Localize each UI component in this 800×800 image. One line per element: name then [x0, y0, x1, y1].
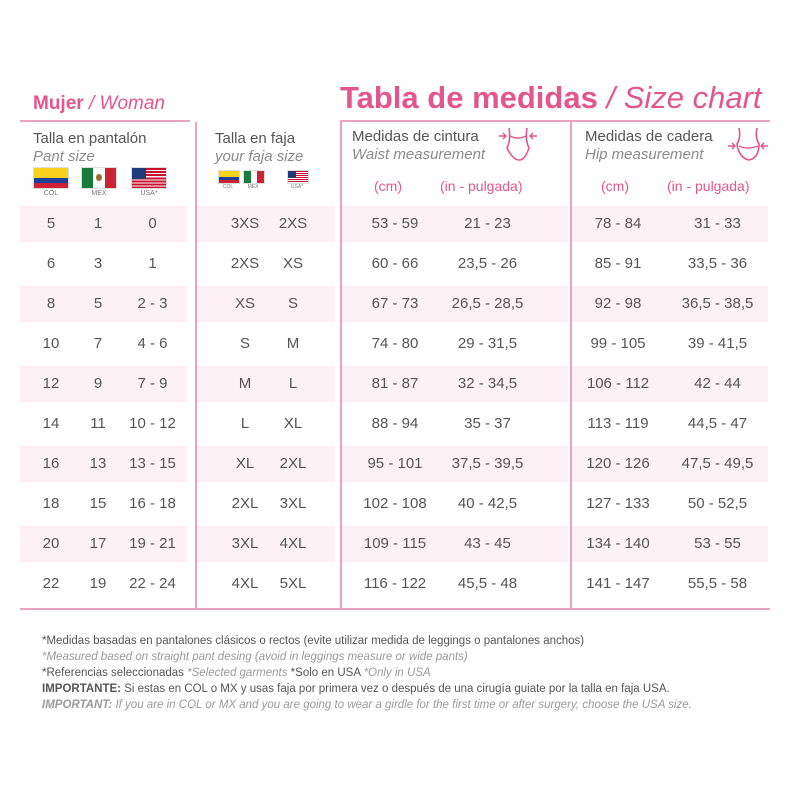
cell-mex: 19 — [89, 575, 107, 592]
title-en: / Size chart — [606, 80, 762, 115]
faja-size-en: your faja size — [215, 148, 304, 165]
important-note-en — [42, 697, 772, 713]
cell-faja-b: 3XL — [279, 495, 307, 512]
note-1: *Medidas basadas en pantalones clásicos o rectos (evite utilizar medida de leggings o pantalones anchos) — [42, 635, 585, 647]
hip-unit-cm: (cm) — [601, 178, 629, 194]
cell-w-in: 45,5 - 48 — [457, 575, 518, 592]
mex-flag-label: MEX — [247, 184, 259, 190]
cell-col: 16 — [42, 455, 60, 472]
cell-h-in: 44,5 - 47 — [687, 415, 748, 432]
cell-w-in: 35 - 37 — [464, 415, 511, 432]
waist-en: Waist measurement — [352, 146, 486, 163]
hip-icon — [727, 124, 769, 164]
cell-mex: 9 — [93, 375, 103, 392]
cell-usa: 4 - 6 — [137, 335, 168, 352]
cell-h-cm: 113 - 119 — [587, 415, 649, 432]
cell-col: 10 — [42, 335, 60, 352]
cell-h-in: 42 - 44 — [694, 375, 741, 392]
waist-unit-cm: (cm) — [374, 178, 402, 194]
page-title — [340, 80, 762, 116]
cell-col: 5 — [46, 215, 56, 232]
important-note — [42, 681, 772, 697]
cell-h-in: 53 - 55 — [694, 535, 741, 552]
cell-usa: 2 - 3 — [137, 295, 168, 312]
cell-h-in: 55,5 - 58 — [687, 575, 748, 592]
cell-faja-b: M — [286, 335, 300, 352]
cell-col: 12 — [42, 375, 60, 392]
cell-h-cm: 127 - 133 — [586, 495, 650, 512]
important-text: Si estas en COL o MX y usas faja por primera vez o después de una cirugía guiate por la talla en faja USA. — [121, 683, 670, 695]
pant-size-es: Talla en pantalón — [33, 130, 147, 147]
hip-header — [585, 128, 713, 164]
cell-w-cm: 60 - 66 — [371, 255, 419, 272]
row-band — [197, 286, 335, 322]
cell-faja-b: 2XS — [278, 215, 308, 232]
cell-col: 20 — [42, 535, 60, 552]
cell-faja-a: S — [239, 335, 250, 352]
cell-h-in: 50 - 52,5 — [687, 495, 748, 512]
note-2a: *Referencias seleccionadas — [42, 667, 188, 679]
cell-w-cm: 109 - 115 — [363, 535, 427, 552]
cell-faja-a: L — [240, 415, 250, 432]
cell-faja-a: 2XL — [231, 495, 259, 512]
table-row — [20, 406, 768, 442]
hip-unit-in: (in - pulgada) — [667, 178, 750, 194]
cell-mex: 13 — [89, 455, 107, 472]
cell-faja-a: M — [238, 375, 252, 392]
cell-h-cm: 141 - 147 — [586, 575, 650, 592]
cell-w-in: 37,5 - 39,5 — [451, 455, 524, 472]
cell-mex: 5 — [93, 295, 103, 312]
cell-h-in: 39 - 41,5 — [687, 335, 748, 352]
cell-col: 14 — [42, 415, 60, 432]
table-row — [20, 246, 768, 282]
hip-es: Medidas de cadera — [585, 128, 713, 145]
cell-h-cm: 92 - 98 — [594, 295, 642, 312]
divider — [20, 608, 770, 610]
cell-h-cm: 106 - 112 — [586, 375, 650, 392]
cell-faja-b: 2XL — [279, 455, 307, 472]
usa-flag-icon — [287, 170, 309, 184]
mujer-label: Mujer — [33, 93, 84, 114]
note-1-en: *Measured based on straight pant desing (avoid in leggings measure or wide pants) — [42, 651, 468, 663]
footnotes — [42, 633, 772, 713]
table-row — [20, 366, 768, 402]
row-band — [197, 526, 335, 562]
cell-faja-a: XS — [234, 295, 255, 312]
table-row — [20, 486, 768, 522]
divider — [20, 120, 190, 122]
cell-faja-a: 2XS — [230, 255, 260, 272]
cell-faja-a: 3XS — [230, 215, 260, 232]
cell-usa: 1 — [148, 255, 157, 272]
table-row — [20, 526, 768, 562]
colombia-flag-icon — [218, 170, 240, 184]
cell-mex: 17 — [89, 535, 107, 552]
important-label: IMPORTANTE: — [42, 683, 122, 695]
mex-flag-label: MEX — [91, 190, 107, 197]
pant-size-en: Pant size — [33, 148, 95, 165]
col-flag-label: COL — [222, 184, 234, 190]
cell-w-cm: 102 - 108 — [363, 495, 427, 512]
cell-w-in: 23,5 - 26 — [457, 255, 518, 272]
col-flag-label: COL — [43, 190, 59, 197]
mexico-flag-icon — [81, 167, 117, 189]
table-row — [20, 206, 768, 242]
cell-mex: 3 — [93, 255, 103, 272]
cell-col: 8 — [46, 295, 56, 312]
cell-w-in: 21 - 23 — [464, 215, 511, 232]
cell-usa: 13 - 15 — [129, 455, 176, 472]
cell-h-in: 36,5 - 38,5 — [681, 295, 754, 312]
table-row — [20, 566, 768, 602]
cell-usa: 19 - 21 — [129, 535, 176, 552]
cell-faja-b: L — [288, 375, 298, 392]
usa-flag-label: USA* — [290, 184, 304, 190]
cell-mex: 15 — [89, 495, 107, 512]
cell-h-cm: 120 - 126 — [586, 455, 650, 472]
cell-w-in: 26,5 - 28,5 — [451, 295, 524, 312]
mexico-flag-icon — [243, 170, 265, 184]
faja-size-es: Talla en faja — [215, 130, 296, 147]
cell-w-in: 29 - 31,5 — [457, 335, 518, 352]
table-row — [20, 326, 768, 362]
note-2c: *Solo en USA — [287, 667, 364, 679]
cell-w-cm: 67 - 73 — [371, 295, 419, 312]
cell-faja-b: 5XL — [279, 575, 307, 592]
cell-col: 6 — [46, 255, 56, 272]
waist-unit-in: (in - pulgada) — [440, 178, 523, 194]
faja-size-header — [215, 130, 303, 166]
waist-es: Medidas de cintura — [352, 128, 479, 145]
important-en-label: IMPORTANT: — [42, 699, 113, 711]
note-2b: *Selected garments — [187, 667, 288, 679]
cell-w-in: 40 - 42,5 — [457, 495, 518, 512]
usa-flag-label: USA* — [140, 190, 158, 197]
cell-w-cm: 95 - 101 — [367, 455, 423, 472]
cell-col: 22 — [42, 575, 60, 592]
cell-col: 18 — [42, 495, 60, 512]
table-row — [20, 286, 768, 322]
cell-w-cm: 53 - 59 — [371, 215, 419, 232]
cell-h-in: 47,5 - 49,5 — [681, 455, 754, 472]
waist-icon — [497, 124, 539, 164]
cell-h-cm: 134 - 140 — [586, 535, 650, 552]
cell-w-cm: 116 - 122 — [363, 575, 427, 592]
row-band — [197, 366, 335, 402]
cell-w-in: 32 - 34,5 — [457, 375, 518, 392]
usa-flag-icon — [131, 167, 167, 189]
cell-usa: 0 — [148, 215, 157, 232]
pant-size-header — [33, 130, 146, 166]
cell-w-cm: 81 - 87 — [371, 375, 419, 392]
cell-faja-b: S — [287, 295, 298, 312]
divider — [340, 120, 770, 122]
cell-faja-a: 3XL — [231, 535, 259, 552]
cell-faja-b: XS — [282, 255, 303, 272]
cell-h-cm: 99 - 105 — [590, 335, 646, 352]
cell-mex: 1 — [93, 215, 103, 232]
note-2 — [42, 665, 772, 681]
row-band — [197, 206, 335, 242]
cell-faja-a: 4XL — [231, 575, 259, 592]
note-2d: *Only in USA — [363, 667, 431, 679]
cell-usa: 22 - 24 — [129, 575, 176, 592]
cell-faja-a: XL — [235, 455, 255, 472]
title-es: Tabla de medidas — [340, 80, 598, 115]
cell-w-in: 43 - 45 — [464, 535, 511, 552]
cell-usa: 16 - 18 — [129, 495, 176, 512]
important-en-text: If you are in COL or MX and you are going to wear a girdle for the first time or after surgery, choose the USA size. — [112, 699, 692, 711]
row-band — [197, 446, 335, 482]
cell-w-cm: 74 - 80 — [371, 335, 419, 352]
cell-h-in: 31 - 33 — [694, 215, 741, 232]
cell-mex: 7 — [93, 335, 103, 352]
cell-w-cm: 88 - 94 — [371, 415, 419, 432]
cell-faja-b: XL — [283, 415, 303, 432]
cell-h-cm: 78 - 84 — [594, 215, 642, 232]
table-row — [20, 446, 768, 482]
woman-label: / Woman — [88, 93, 165, 114]
cell-h-in: 33,5 - 36 — [687, 255, 748, 272]
cell-usa: 10 - 12 — [129, 415, 176, 432]
hip-en: Hip measurement — [585, 146, 704, 163]
waist-header — [352, 128, 485, 164]
section-label — [33, 93, 165, 115]
colombia-flag-icon — [33, 167, 69, 189]
cell-mex: 11 — [90, 415, 106, 432]
cell-faja-b: 4XL — [279, 535, 307, 552]
cell-usa: 7 - 9 — [137, 375, 168, 392]
cell-h-cm: 85 - 91 — [594, 255, 642, 272]
